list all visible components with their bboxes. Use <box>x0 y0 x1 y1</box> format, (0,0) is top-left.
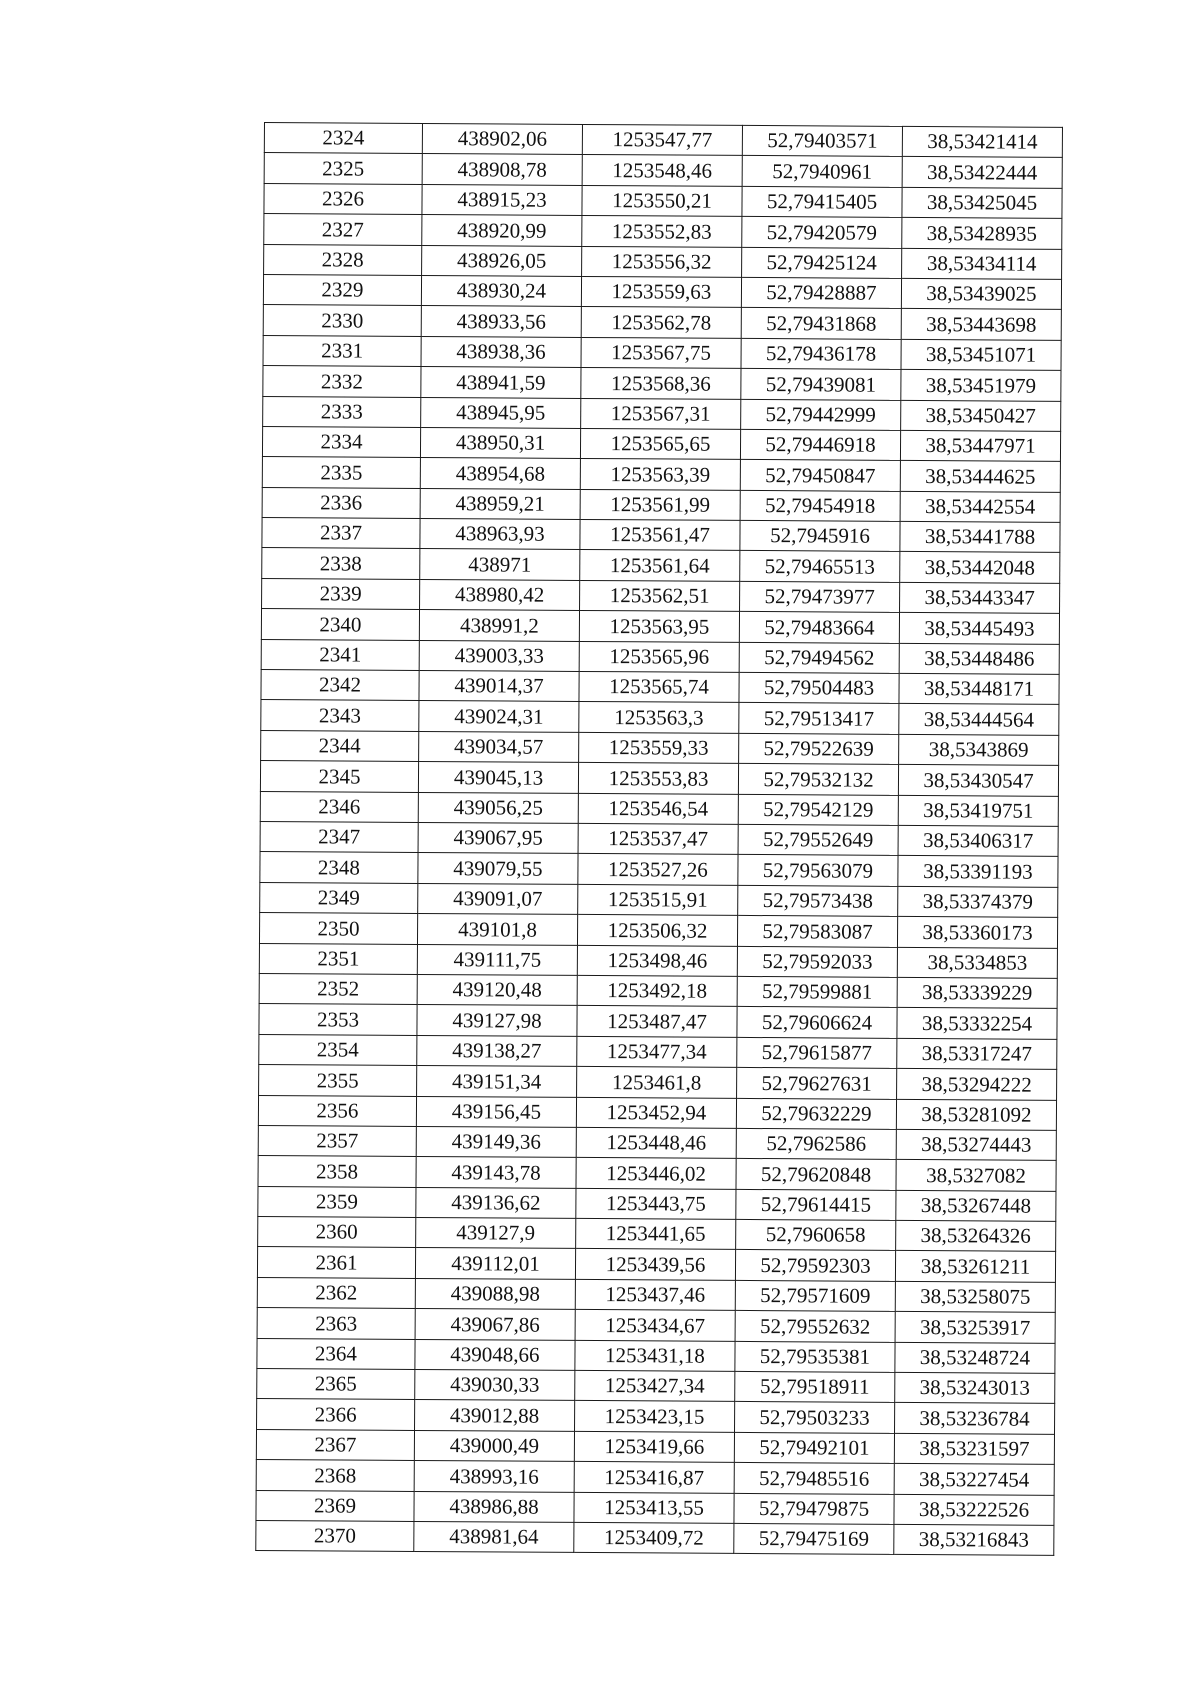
coordinate-y-cell: 1253553,83 <box>578 763 738 794</box>
coordinate-x-cell: 438902,06 <box>422 123 582 154</box>
longitude-cell: 38,53444564 <box>899 704 1059 735</box>
table-row <box>260 761 1058 796</box>
coordinate-x-cell: 438971 <box>420 549 580 580</box>
latitude-cell: 52,79492101 <box>734 1432 894 1463</box>
coordinate-y-cell: 1253550,21 <box>582 185 742 216</box>
table-row <box>263 305 1061 340</box>
latitude-cell: 52,79552632 <box>735 1311 895 1342</box>
coordinates-table-body <box>256 123 1063 1556</box>
latitude-cell: 52,79473977 <box>740 581 900 612</box>
coordinate-y-cell: 1253427,34 <box>575 1370 735 1401</box>
table-row <box>263 274 1061 309</box>
point-number-cell: 2343 <box>261 700 419 731</box>
longitude-cell: 38,53434114 <box>902 248 1062 279</box>
coordinate-y-cell: 1253446,02 <box>576 1158 736 1189</box>
point-number-cell: 2346 <box>260 791 418 822</box>
longitude-cell: 38,53222526 <box>894 1494 1054 1525</box>
latitude-cell: 52,79518911 <box>735 1371 895 1402</box>
point-number-cell: 2332 <box>263 366 421 397</box>
latitude-cell: 52,79428887 <box>741 277 901 308</box>
table-row <box>263 366 1061 401</box>
latitude-cell: 52,79485516 <box>734 1463 894 1494</box>
latitude-cell: 52,79504483 <box>739 672 899 703</box>
point-number-cell: 2340 <box>261 609 419 640</box>
table-row <box>262 457 1060 492</box>
longitude-cell: 38,53274443 <box>896 1129 1056 1160</box>
longitude-cell: 38,53317247 <box>897 1038 1057 1069</box>
coordinate-y-cell: 1253498,46 <box>577 945 737 976</box>
coordinate-x-cell: 439088,98 <box>415 1278 575 1309</box>
table-row <box>259 913 1057 948</box>
longitude-cell: 38,53448486 <box>899 643 1059 674</box>
coordinate-y-cell: 1253565,96 <box>579 641 739 672</box>
coordinate-y-cell: 1253552,83 <box>582 216 742 247</box>
longitude-cell: 38,53428935 <box>902 218 1062 249</box>
table-row <box>263 335 1061 370</box>
coordinate-y-cell: 1253561,64 <box>580 550 740 581</box>
latitude-cell: 52,79532132 <box>738 764 898 795</box>
latitude-cell: 52,79403571 <box>742 125 902 156</box>
coordinate-x-cell: 439045,13 <box>418 762 578 793</box>
latitude-cell: 52,79599881 <box>737 976 897 1007</box>
longitude-cell: 38,5343869 <box>899 734 1059 765</box>
longitude-cell: 38,53444625 <box>900 461 1060 492</box>
longitude-cell: 38,53216843 <box>894 1524 1054 1555</box>
longitude-cell: 38,53281092 <box>896 1099 1056 1130</box>
coordinate-y-cell: 1253527,26 <box>578 854 738 885</box>
point-number-cell: 2353 <box>259 1004 417 1035</box>
latitude-cell: 52,79415405 <box>742 186 902 217</box>
longitude-cell: 38,53451071 <box>901 339 1061 370</box>
coordinate-y-cell: 1253561,99 <box>580 489 740 520</box>
point-number-cell: 2328 <box>264 244 422 275</box>
point-number-cell: 2333 <box>263 396 421 427</box>
table-row <box>259 1004 1057 1039</box>
longitude-cell: 38,53442554 <box>900 491 1060 522</box>
latitude-cell: 52,7945916 <box>740 520 900 551</box>
latitude-cell: 52,79615877 <box>737 1037 897 1068</box>
point-number-cell: 2351 <box>259 943 417 974</box>
point-number-cell: 2337 <box>262 518 420 549</box>
longitude-cell: 38,53360173 <box>897 917 1057 948</box>
latitude-cell: 52,79425124 <box>742 247 902 278</box>
table-row <box>258 1156 1056 1191</box>
coordinate-y-cell: 1253515,91 <box>578 884 738 915</box>
coordinate-y-cell: 1253563,39 <box>580 459 740 490</box>
coordinate-x-cell: 438954,68 <box>420 458 580 489</box>
table-row <box>261 609 1059 644</box>
point-number-cell: 2355 <box>259 1065 417 1096</box>
table-row <box>258 1125 1056 1160</box>
point-number-cell: 2358 <box>258 1156 416 1187</box>
coordinate-y-cell: 1253477,34 <box>577 1036 737 1067</box>
coordinate-x-cell: 438945,95 <box>421 397 581 428</box>
latitude-cell: 52,79592033 <box>737 946 897 977</box>
coordinate-y-cell: 1253565,65 <box>580 428 740 459</box>
longitude-cell: 38,53450427 <box>901 400 1061 431</box>
latitude-cell: 52,79465513 <box>740 551 900 582</box>
point-number-cell: 2350 <box>259 913 417 944</box>
latitude-cell: 52,79542129 <box>738 794 898 825</box>
latitude-cell: 52,79503233 <box>735 1402 895 1433</box>
coordinate-y-cell: 1253461,8 <box>577 1067 737 1098</box>
coordinate-y-cell: 1253547,77 <box>582 124 742 155</box>
coordinate-y-cell: 1253452,94 <box>576 1097 736 1128</box>
latitude-cell: 52,79475169 <box>734 1523 894 1554</box>
table-row <box>262 518 1060 553</box>
coordinate-y-cell: 1253437,46 <box>575 1279 735 1310</box>
coordinate-x-cell: 439003,33 <box>419 640 579 671</box>
coordinate-y-cell: 1253487,47 <box>577 1006 737 1037</box>
coordinate-y-cell: 1253567,31 <box>581 398 741 429</box>
coordinate-y-cell: 1253423,15 <box>575 1401 735 1432</box>
coordinate-x-cell: 439012,88 <box>415 1400 575 1431</box>
coordinate-x-cell: 439136,62 <box>416 1187 576 1218</box>
point-number-cell: 2341 <box>261 639 419 670</box>
longitude-cell: 38,53248724 <box>895 1342 1055 1373</box>
point-number-cell: 2334 <box>262 426 420 457</box>
coordinate-y-cell: 1253568,36 <box>581 368 741 399</box>
coordinate-y-cell: 1253562,78 <box>581 307 741 338</box>
longitude-cell: 38,53439025 <box>901 278 1061 309</box>
latitude-cell: 52,79450847 <box>740 460 900 491</box>
longitude-cell: 38,53425045 <box>902 187 1062 218</box>
coordinate-x-cell: 439091,07 <box>418 883 578 914</box>
coordinate-x-cell: 438980,42 <box>420 579 580 610</box>
coordinate-x-cell: 438926,05 <box>422 245 582 276</box>
coordinate-x-cell: 439048,66 <box>415 1339 575 1370</box>
table-row <box>257 1277 1055 1312</box>
latitude-cell: 52,79583087 <box>737 916 897 947</box>
latitude-cell: 52,79483664 <box>739 612 899 643</box>
point-number-cell: 2329 <box>263 274 421 305</box>
coordinate-x-cell: 439056,25 <box>418 792 578 823</box>
coordinate-x-cell: 438941,59 <box>421 367 581 398</box>
longitude-cell: 38,53421414 <box>902 126 1062 157</box>
longitude-cell: 38,5334853 <box>897 947 1057 978</box>
point-number-cell: 2342 <box>261 670 419 701</box>
point-number-cell: 2370 <box>256 1520 414 1551</box>
coordinate-y-cell: 1253439,56 <box>575 1249 735 1280</box>
point-number-cell: 2357 <box>258 1125 416 1156</box>
coordinate-x-cell: 438920,99 <box>422 215 582 246</box>
coordinate-x-cell: 439143,78 <box>416 1157 576 1188</box>
latitude-cell: 52,79620848 <box>736 1159 896 1190</box>
point-number-cell: 2365 <box>257 1368 415 1399</box>
table-row <box>261 639 1059 674</box>
coordinate-x-cell: 438981,64 <box>414 1521 574 1552</box>
latitude-cell: 52,79535381 <box>735 1341 895 1372</box>
longitude-cell: 38,53332254 <box>897 1008 1057 1039</box>
longitude-cell: 38,53447971 <box>900 430 1060 461</box>
table-row <box>257 1399 1055 1434</box>
coordinate-y-cell: 1253416,87 <box>574 1462 734 1493</box>
latitude-cell: 52,79522639 <box>739 733 899 764</box>
coordinate-y-cell: 1253409,72 <box>574 1522 734 1553</box>
longitude-cell: 38,53264326 <box>896 1220 1056 1251</box>
coordinate-x-cell: 439112,01 <box>415 1248 575 1279</box>
latitude-cell: 52,79454918 <box>740 490 900 521</box>
longitude-cell: 38,53448171 <box>899 673 1059 704</box>
table-row <box>262 487 1060 522</box>
point-number-cell: 2356 <box>258 1095 416 1126</box>
longitude-cell: 38,53441788 <box>900 521 1060 552</box>
latitude-cell: 52,79431868 <box>741 308 901 339</box>
coordinate-x-cell: 438959,21 <box>420 488 580 519</box>
longitude-cell: 38,53419751 <box>898 795 1058 826</box>
latitude-cell: 52,79592303 <box>735 1250 895 1281</box>
longitude-cell: 38,53261211 <box>895 1251 1055 1282</box>
table-row <box>259 973 1057 1008</box>
table-row <box>259 943 1057 978</box>
point-number-cell: 2336 <box>262 487 420 518</box>
table-row <box>260 852 1058 887</box>
coordinate-x-cell: 439030,33 <box>415 1369 575 1400</box>
point-number-cell: 2338 <box>262 548 420 579</box>
point-number-cell: 2326 <box>264 183 422 214</box>
point-number-cell: 2331 <box>263 335 421 366</box>
point-number-cell: 2345 <box>260 761 418 792</box>
point-number-cell: 2330 <box>263 305 421 336</box>
longitude-cell: 38,53422444 <box>902 157 1062 188</box>
latitude-cell: 52,79494562 <box>739 642 899 673</box>
coordinate-y-cell: 1253546,54 <box>578 793 738 824</box>
longitude-cell: 38,5327082 <box>896 1160 1056 1191</box>
coordinate-x-cell: 438993,16 <box>414 1461 574 1492</box>
coordinate-x-cell: 439024,31 <box>419 701 579 732</box>
point-number-cell: 2324 <box>264 123 422 154</box>
coordinate-y-cell: 1253561,47 <box>580 520 740 551</box>
latitude-cell: 52,79439081 <box>741 369 901 400</box>
table-row <box>264 214 1062 249</box>
latitude-cell: 52,79479875 <box>734 1493 894 1524</box>
coordinate-y-cell: 1253559,63 <box>581 276 741 307</box>
coordinate-y-cell: 1253563,95 <box>579 611 739 642</box>
coordinate-y-cell: 1253537,47 <box>578 823 738 854</box>
coordinate-y-cell: 1253567,75 <box>581 337 741 368</box>
longitude-cell: 38,53374379 <box>898 886 1058 917</box>
table-row <box>261 730 1059 765</box>
latitude-cell: 52,79446918 <box>740 429 900 460</box>
table-row <box>264 244 1062 279</box>
table-row <box>259 1065 1057 1100</box>
longitude-cell: 38,53443347 <box>900 582 1060 613</box>
latitude-cell: 52,79573438 <box>738 885 898 916</box>
coordinate-x-cell: 438908,78 <box>422 154 582 185</box>
coordinate-y-cell: 1253448,46 <box>576 1127 736 1158</box>
latitude-cell: 52,79614415 <box>736 1189 896 1220</box>
table-row <box>256 1460 1054 1495</box>
coordinate-x-cell: 439079,55 <box>418 853 578 884</box>
point-number-cell: 2348 <box>260 852 418 883</box>
table-row <box>261 700 1059 735</box>
point-number-cell: 2354 <box>259 1034 417 1065</box>
longitude-cell: 38,53294222 <box>897 1068 1057 1099</box>
latitude-cell: 52,79632229 <box>736 1098 896 1129</box>
table-row <box>258 1186 1056 1221</box>
point-number-cell: 2368 <box>256 1460 414 1491</box>
coordinate-x-cell: 439000,49 <box>414 1430 574 1461</box>
table-row <box>256 1429 1054 1464</box>
table-row <box>259 1034 1057 1069</box>
latitude-cell: 52,7940961 <box>742 156 902 187</box>
longitude-cell: 38,53430547 <box>898 765 1058 796</box>
latitude-cell: 52,7962586 <box>736 1128 896 1159</box>
coordinates-table <box>255 122 1063 1556</box>
point-number-cell: 2349 <box>260 882 418 913</box>
coordinate-y-cell: 1253419,66 <box>574 1431 734 1462</box>
point-number-cell: 2352 <box>259 973 417 1004</box>
table-row <box>262 426 1060 461</box>
table-row <box>257 1308 1055 1343</box>
latitude-cell: 52,79571609 <box>735 1280 895 1311</box>
table-row <box>264 123 1062 158</box>
coordinate-x-cell: 439111,75 <box>417 944 577 975</box>
coordinate-x-cell: 439067,86 <box>415 1309 575 1340</box>
point-number-cell: 2366 <box>257 1399 415 1430</box>
point-number-cell: 2359 <box>258 1186 416 1217</box>
point-number-cell: 2364 <box>257 1338 415 1369</box>
point-number-cell: 2347 <box>260 821 418 852</box>
coordinate-x-cell: 439127,9 <box>416 1218 576 1249</box>
coordinate-x-cell: 439067,95 <box>418 822 578 853</box>
coordinate-y-cell: 1253556,32 <box>582 246 742 277</box>
longitude-cell: 38,53227454 <box>894 1464 1054 1495</box>
coordinate-y-cell: 1253441,65 <box>576 1218 736 1249</box>
point-number-cell: 2361 <box>257 1247 415 1278</box>
point-number-cell: 2339 <box>262 578 420 609</box>
table-row <box>260 821 1058 856</box>
table-row <box>260 791 1058 826</box>
coordinate-y-cell: 1253565,74 <box>579 671 739 702</box>
coordinate-x-cell: 439034,57 <box>419 731 579 762</box>
coordinate-y-cell: 1253431,18 <box>575 1340 735 1371</box>
table-row <box>264 153 1062 188</box>
coordinate-x-cell: 439101,8 <box>417 914 577 945</box>
table-row <box>258 1095 1056 1130</box>
coordinate-x-cell: 439120,48 <box>417 974 577 1005</box>
coordinate-x-cell: 439151,34 <box>417 1066 577 1097</box>
latitude-cell: 52,79627631 <box>737 1068 897 1099</box>
longitude-cell: 38,53267448 <box>896 1190 1056 1221</box>
point-number-cell: 2360 <box>258 1217 416 1248</box>
coordinate-y-cell: 1253563,3 <box>579 702 739 733</box>
point-number-cell: 2367 <box>256 1429 414 1460</box>
latitude-cell: 52,79436178 <box>741 338 901 369</box>
longitude-cell: 38,53253917 <box>895 1312 1055 1343</box>
latitude-cell: 52,79442999 <box>741 399 901 430</box>
coordinate-x-cell: 438986,88 <box>414 1491 574 1522</box>
coordinate-y-cell: 1253559,33 <box>579 732 739 763</box>
coordinate-y-cell: 1253434,67 <box>575 1310 735 1341</box>
table-row <box>261 670 1059 705</box>
longitude-cell: 38,53243013 <box>895 1372 1055 1403</box>
table-row <box>260 882 1058 917</box>
coordinate-x-cell: 438933,56 <box>421 306 581 337</box>
coordinate-x-cell: 438991,2 <box>419 610 579 641</box>
point-number-cell: 2335 <box>262 457 420 488</box>
table-row <box>262 548 1060 583</box>
table-row <box>258 1217 1056 1252</box>
latitude-cell: 52,79563079 <box>738 855 898 886</box>
coordinate-y-cell: 1253413,55 <box>574 1492 734 1523</box>
coordinate-x-cell: 438950,31 <box>420 427 580 458</box>
point-number-cell: 2325 <box>264 153 422 184</box>
coordinate-y-cell: 1253562,51 <box>580 580 740 611</box>
longitude-cell: 38,53236784 <box>895 1403 1055 1434</box>
longitude-cell: 38,53391193 <box>898 856 1058 887</box>
longitude-cell: 38,53451979 <box>901 370 1061 401</box>
longitude-cell: 38,53231597 <box>894 1433 1054 1464</box>
coordinate-x-cell: 439156,45 <box>416 1096 576 1127</box>
longitude-cell: 38,53442048 <box>900 552 1060 583</box>
coordinate-x-cell: 439127,98 <box>417 1005 577 1036</box>
point-number-cell: 2363 <box>257 1308 415 1339</box>
longitude-cell: 38,53339229 <box>897 977 1057 1008</box>
coordinate-y-cell: 1253548,46 <box>582 155 742 186</box>
coordinate-y-cell: 1253492,18 <box>577 975 737 1006</box>
coordinate-x-cell: 438963,93 <box>420 519 580 550</box>
table-row <box>257 1247 1055 1282</box>
coordinate-y-cell: 1253443,75 <box>576 1188 736 1219</box>
longitude-cell: 38,53406317 <box>898 825 1058 856</box>
table-row <box>257 1368 1055 1403</box>
table-row <box>256 1490 1054 1525</box>
longitude-cell: 38,53258075 <box>895 1281 1055 1312</box>
latitude-cell: 52,79513417 <box>739 703 899 734</box>
longitude-cell: 38,53443698 <box>901 309 1061 340</box>
coordinate-x-cell: 439138,27 <box>417 1035 577 1066</box>
longitude-cell: 38,53445493 <box>899 613 1059 644</box>
coordinate-x-cell: 438915,23 <box>422 184 582 215</box>
point-number-cell: 2369 <box>256 1490 414 1521</box>
point-number-cell: 2344 <box>261 730 419 761</box>
latitude-cell: 52,7960658 <box>736 1219 896 1250</box>
coordinate-x-cell: 439149,36 <box>416 1126 576 1157</box>
point-number-cell: 2362 <box>257 1277 415 1308</box>
table-row <box>257 1338 1055 1373</box>
coordinate-y-cell: 1253506,32 <box>577 915 737 946</box>
coordinate-x-cell: 438938,36 <box>421 336 581 367</box>
latitude-cell: 52,79420579 <box>742 217 902 248</box>
latitude-cell: 52,79606624 <box>737 1007 897 1038</box>
table-row <box>263 396 1061 431</box>
table-row <box>262 578 1060 613</box>
coordinate-x-cell: 438930,24 <box>421 275 581 306</box>
table-row <box>264 183 1062 218</box>
point-number-cell: 2327 <box>264 214 422 245</box>
coordinate-x-cell: 439014,37 <box>419 670 579 701</box>
latitude-cell: 52,79552649 <box>738 824 898 855</box>
table-row <box>256 1520 1054 1555</box>
